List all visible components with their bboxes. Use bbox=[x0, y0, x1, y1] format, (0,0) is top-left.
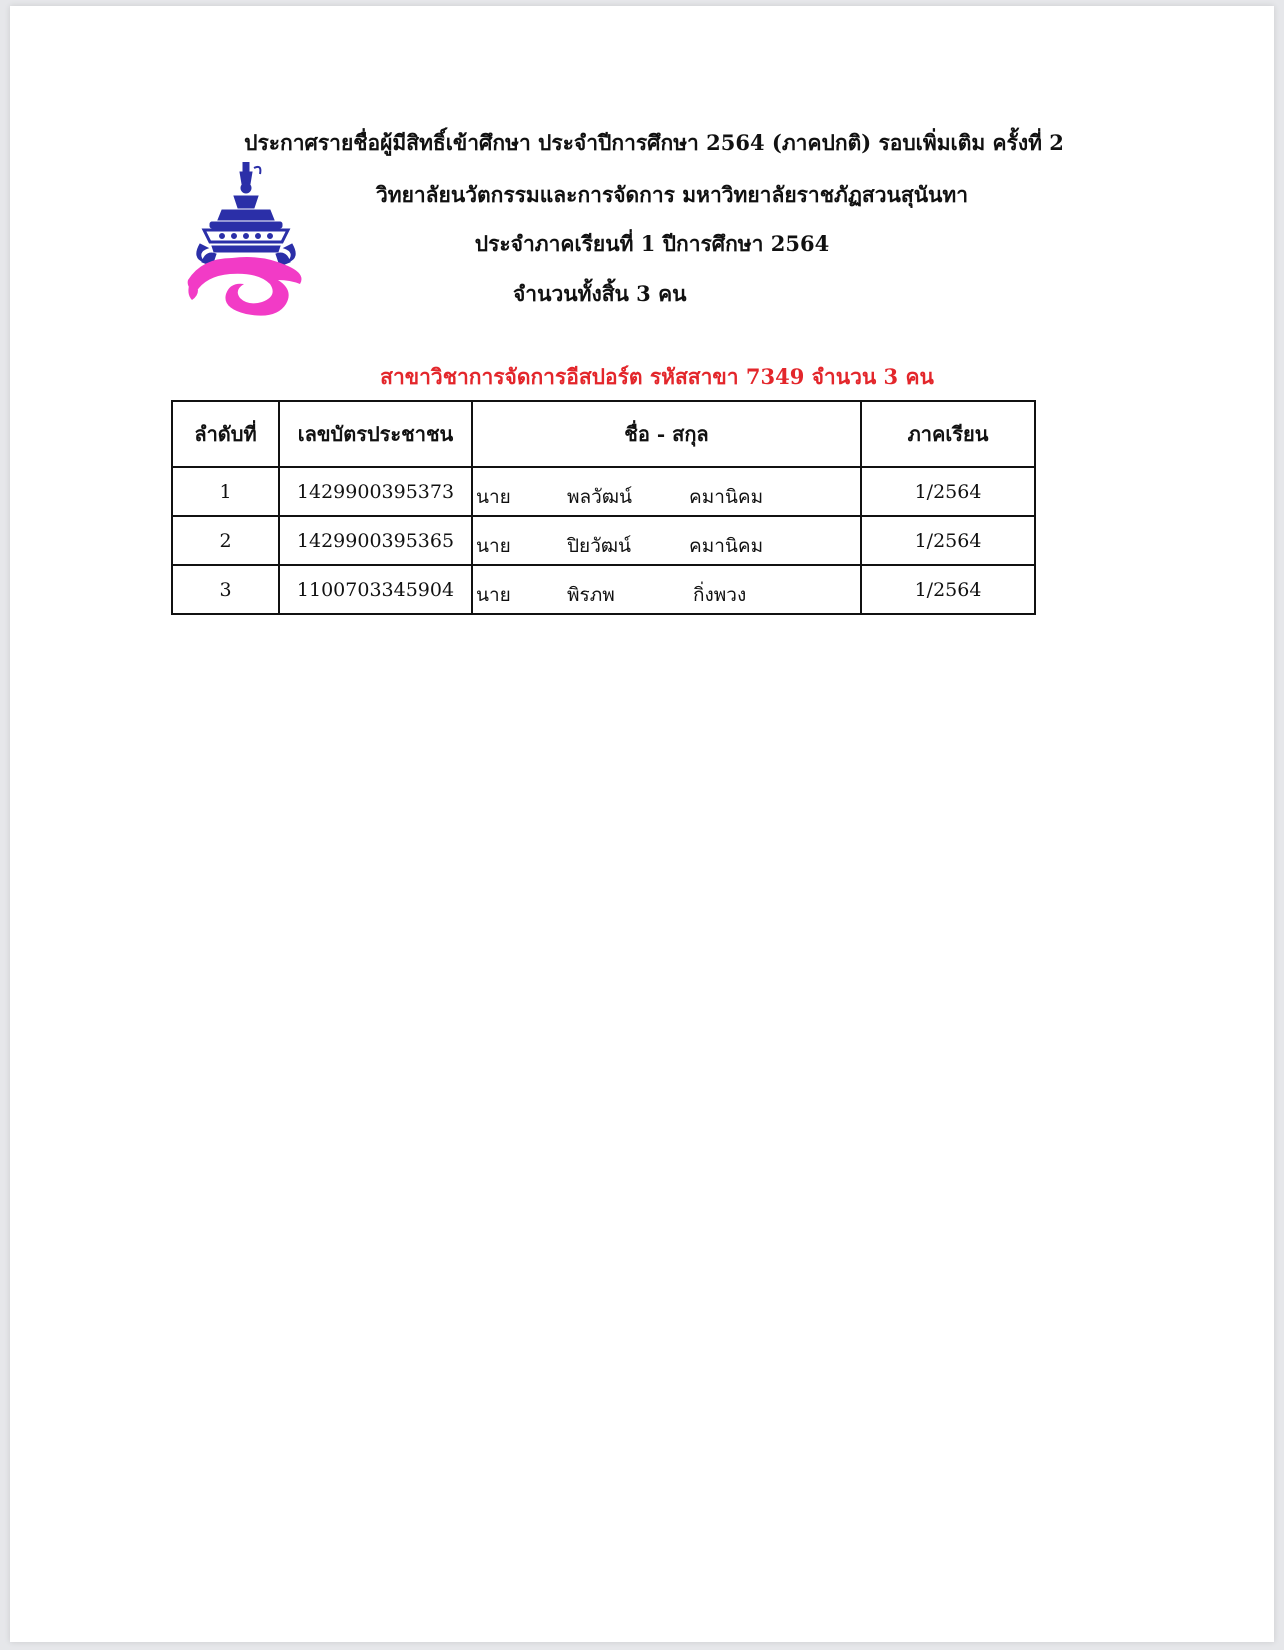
header-order: ลำดับที่ bbox=[172, 401, 279, 467]
name-prefix: นาย bbox=[476, 584, 511, 606]
row-semester: 1/2564 bbox=[861, 467, 1035, 516]
table-row bbox=[172, 467, 1035, 516]
last-name: คมานิคม bbox=[689, 535, 764, 557]
row-semester: 1/2564 bbox=[861, 565, 1035, 614]
college-name: วิทยาลัยนวัตกรรมและการจัดการ มหาวิทยาลัยราชภัฏสวนสุนันทา bbox=[375, 182, 969, 207]
row-full-name bbox=[472, 467, 861, 516]
row-order: 2 bbox=[172, 516, 279, 565]
row-full-name bbox=[472, 565, 861, 614]
row-full-name bbox=[472, 516, 861, 565]
total-count: จำนวนทั้งสิ้น 3 คน bbox=[513, 281, 687, 306]
table-row bbox=[172, 565, 1035, 614]
name-prefix: นาย bbox=[476, 535, 511, 557]
header-full-name: ชื่อ - สกุล bbox=[472, 401, 861, 467]
row-id-number: 1429900395373 bbox=[279, 467, 472, 516]
header-semester: ภาคเรียน bbox=[861, 401, 1035, 467]
last-name: กิ่งพวง bbox=[693, 584, 747, 606]
row-order: 3 bbox=[172, 565, 279, 614]
table-header-row bbox=[172, 401, 1035, 467]
row-order: 1 bbox=[172, 467, 279, 516]
first-name: ปิยวัฒน์ bbox=[567, 535, 632, 557]
last-name: คมานิคม bbox=[689, 486, 764, 508]
row-id-number: 1100703345904 bbox=[279, 565, 472, 614]
name-prefix: นาย bbox=[476, 486, 511, 508]
header-id-number: เลขบัตรประชาชน bbox=[279, 401, 472, 467]
first-name: พิรภพ bbox=[567, 584, 615, 606]
row-semester: 1/2564 bbox=[861, 516, 1035, 565]
document-page bbox=[10, 6, 1274, 1642]
admitted-students-table bbox=[171, 400, 1036, 615]
major-heading: สาขาวิชาการจัดการอีสปอร์ต รหัสสาขา 7349 จำนวน 3 คน bbox=[380, 364, 934, 389]
table-row bbox=[172, 516, 1035, 565]
semester-line: ประจำภาคเรียนที่ 1 ปีการศึกษา 2564 bbox=[474, 231, 830, 256]
announcement-title: ประกาศรายชื่อผู้มีสิทธิ์เข้าศึกษา ประจำปีการศึกษา 2564 (ภาคปกติ) รอบเพิ่มเติม ครั้งที่ 2 bbox=[244, 130, 1064, 155]
first-name: พลวัฒน์ bbox=[567, 486, 632, 508]
row-id-number: 1429900395365 bbox=[279, 516, 472, 565]
